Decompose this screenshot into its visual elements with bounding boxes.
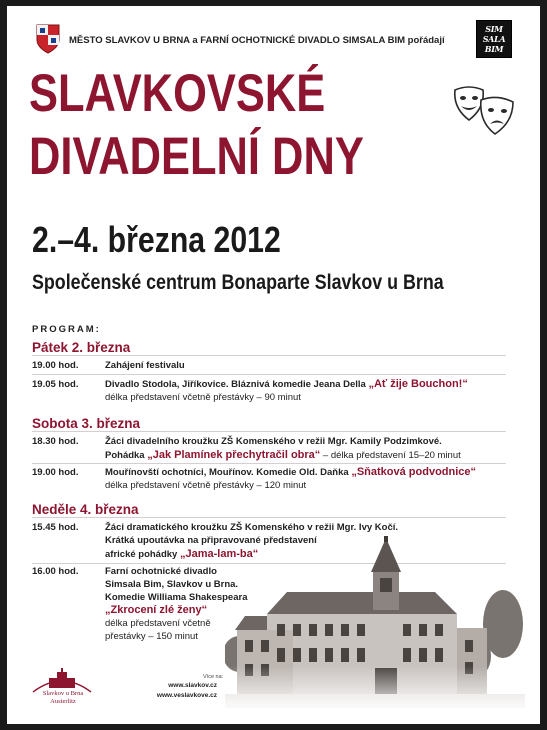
festival-venue: Společenské centrum Bonaparte Slavkov u Brna bbox=[32, 271, 444, 294]
divider bbox=[32, 517, 506, 518]
festival-title-line-2: DIVADELNÍ DNY bbox=[29, 127, 364, 186]
event-text: Komedie Williama Shakespeara bbox=[105, 592, 248, 603]
festival-title-line-1: SLAVKOVSKÉ bbox=[29, 64, 326, 123]
event-duration: délka představení včetně přestávky – 90 minut bbox=[105, 392, 301, 403]
slavkov-logo-text: Slavkov u Brna Austerlitz bbox=[42, 690, 84, 705]
event-text: Simsala Bim, Slavkov u Brna. bbox=[105, 579, 239, 590]
event-duration: přestávky – 150 minut bbox=[105, 631, 198, 642]
play-title: „Zkrocení zlé ženy“ bbox=[105, 604, 208, 616]
play-title: „Ať žije Bouchon!“ bbox=[368, 378, 468, 390]
play-title: „Jak Plamínek přechytračil obra“ bbox=[147, 449, 321, 461]
play-title: „Sňatková podvodnice“ bbox=[351, 466, 477, 478]
program-label: PROGRAM: bbox=[32, 324, 101, 335]
building-illustration bbox=[225, 536, 525, 708]
event-text: africké pohádky „Jama-lam-ba“ bbox=[105, 548, 259, 560]
day-title-friday: Pátek 2. března bbox=[32, 340, 131, 355]
event-text: Mouřínovští ochotníci, Mouřínov. Komedie Old. Daňka „Sňatková podvodnice“ bbox=[105, 466, 477, 478]
more-info-label: Více na: bbox=[203, 674, 224, 680]
event-text: Krátká upoutávka na připravované představení bbox=[105, 535, 317, 546]
website-link-veslavkove[interactable]: www.veslavkove.cz bbox=[156, 692, 217, 699]
divider bbox=[32, 463, 506, 464]
event-time: 19.00 hod. bbox=[32, 467, 79, 478]
simsala-bim-logo: SIM SALA BIM bbox=[476, 20, 512, 58]
poster bbox=[7, 6, 540, 724]
event-text: Žáci divadelního kroužku ZŠ Komenského v režii Mgr. Kamily Podzimkové. bbox=[105, 436, 442, 447]
divider bbox=[32, 431, 506, 432]
event-text bbox=[105, 604, 207, 617]
event-time: 15.45 hod. bbox=[32, 522, 79, 533]
event-time: 19.05 hod. bbox=[32, 379, 79, 390]
day-title-sunday: Neděle 4. března bbox=[32, 502, 139, 517]
event-text: Divadlo Stodola, Jiříkovice. Bláznivá komedie Jeana Della „Ať žije Bouchon!“ bbox=[105, 378, 468, 390]
divider bbox=[32, 374, 506, 375]
event-text: Pohádka „Jak Plamínek přechytračil obra“ – délka představení 15–20 minut bbox=[105, 449, 461, 461]
day-title-saturday: Sobota 3. března bbox=[32, 416, 141, 431]
theater-masks-icon bbox=[451, 84, 519, 140]
coat-of-arms-icon bbox=[35, 22, 61, 54]
event-time: 18.30 hod. bbox=[32, 436, 79, 447]
event-duration: délka představení včetně bbox=[105, 618, 211, 629]
event-duration: délka představení včetně přestávky – 120 minut bbox=[105, 480, 307, 491]
organizer-line: MĚSTO SLAVKOV U BRNA a FARNÍ OCHOTNICKÉ DIVADLO SIMSALA BIM pořádají bbox=[69, 35, 445, 46]
festival-dates: 2.–4. března 2012 bbox=[32, 219, 281, 260]
event-text: Žáci dramatického kroužku ZŠ Komenského v režii Mgr. Ivy Kočí. bbox=[105, 522, 399, 533]
event-time: 19.00 hod. bbox=[32, 360, 79, 371]
play-title: „Jama-lam-ba“ bbox=[179, 548, 259, 560]
event-text: Zahájení festivalu bbox=[105, 360, 185, 371]
event-time: 16.00 hod. bbox=[32, 566, 79, 577]
divider bbox=[32, 355, 506, 356]
event-text: Farní ochotnické divadlo bbox=[105, 566, 217, 577]
website-link-slavkov[interactable]: www.slavkov.cz bbox=[168, 682, 217, 689]
